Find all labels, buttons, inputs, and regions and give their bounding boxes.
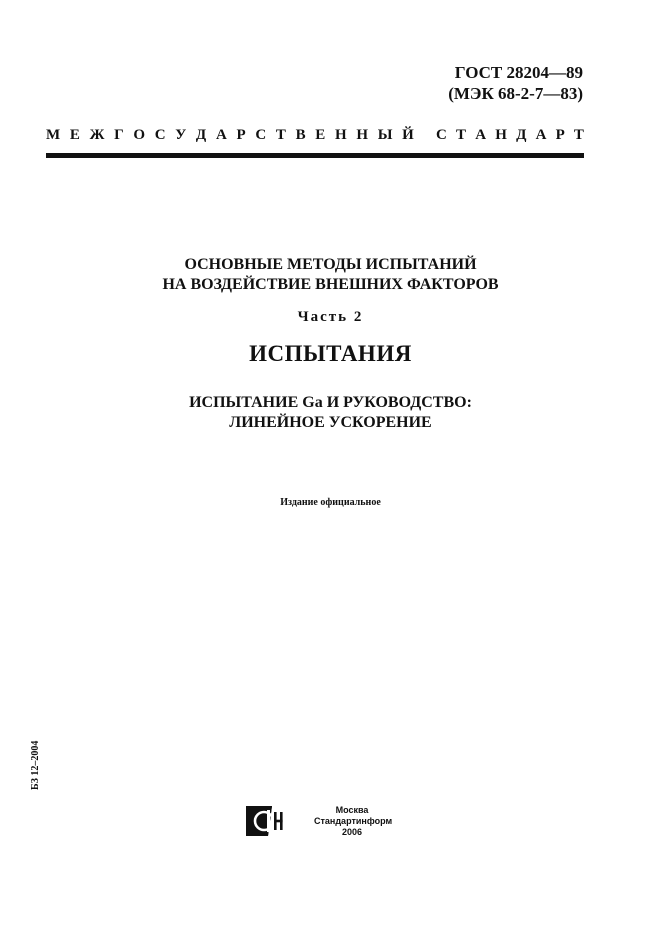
series-letter: О [133,127,145,143]
series-letter: Ы [377,127,393,143]
series-letter: Й [402,127,414,143]
gost-code: ГОСТ 28204—89 [454,63,583,82]
standartinform-logo-icon [246,806,286,836]
series-letter: Д [516,127,527,143]
series-letter: С [255,127,267,143]
series-word-interstate [46,126,414,144]
test-subtitle [0,393,661,433]
series-letter: А [475,127,487,143]
document-title [0,255,661,295]
iec-code: (МЭК 68-2-7—83) [448,84,583,103]
series-letter: Т [456,127,467,143]
edition-note: Издание официальное [280,497,381,508]
document-number-block [448,62,583,104]
series-letter: У [175,127,187,143]
series-letter: С [154,127,166,143]
publisher-name: Стандартинформ [314,816,393,826]
series-letter: В [295,127,306,143]
series-letter: М [46,127,61,143]
publisher-year: 2006 [341,827,363,837]
heading-rule [46,153,584,158]
series-letter: Н [334,127,347,143]
subtitle-line-1: ИСПЫТАНИЕ Ga И РУКОВОДСТВО: [189,394,472,411]
series-word-standard [436,126,584,144]
series-letter: А [215,127,227,143]
standard-series-heading [46,126,584,144]
series-letter: Ж [89,127,105,143]
part-label: Часть 2 [297,309,364,325]
series-letter: А [535,127,547,143]
series-letter: Д [195,127,207,143]
part-title: ИСПЫТАНИЯ [249,341,412,366]
publisher-imprint [314,805,393,838]
title-line-1: ОСНОВНЫЕ МЕТОДЫ ИСПЫТАНИЙ [184,256,477,273]
series-letter: Т [573,127,584,143]
series-letter: Т [275,127,286,143]
series-letter: Р [236,127,246,143]
side-catalog-code: БЗ 12–2004 [30,740,41,790]
series-letter: Н [495,127,507,143]
series-letter: Г [114,127,124,143]
series-letter: Р [555,127,565,143]
publisher-city: Москва [335,805,369,815]
series-letter: Е [69,127,80,143]
series-letter: С [436,127,447,143]
series-letter: Е [315,127,326,143]
series-letter: Н [356,127,368,143]
title-line-2: НА ВОЗДЕЙСТВИЕ ВНЕШНИХ ФАКТОРОВ [162,276,499,293]
subtitle-line-2: ЛИНЕЙНОЕ УСКОРЕНИЕ [229,414,432,431]
